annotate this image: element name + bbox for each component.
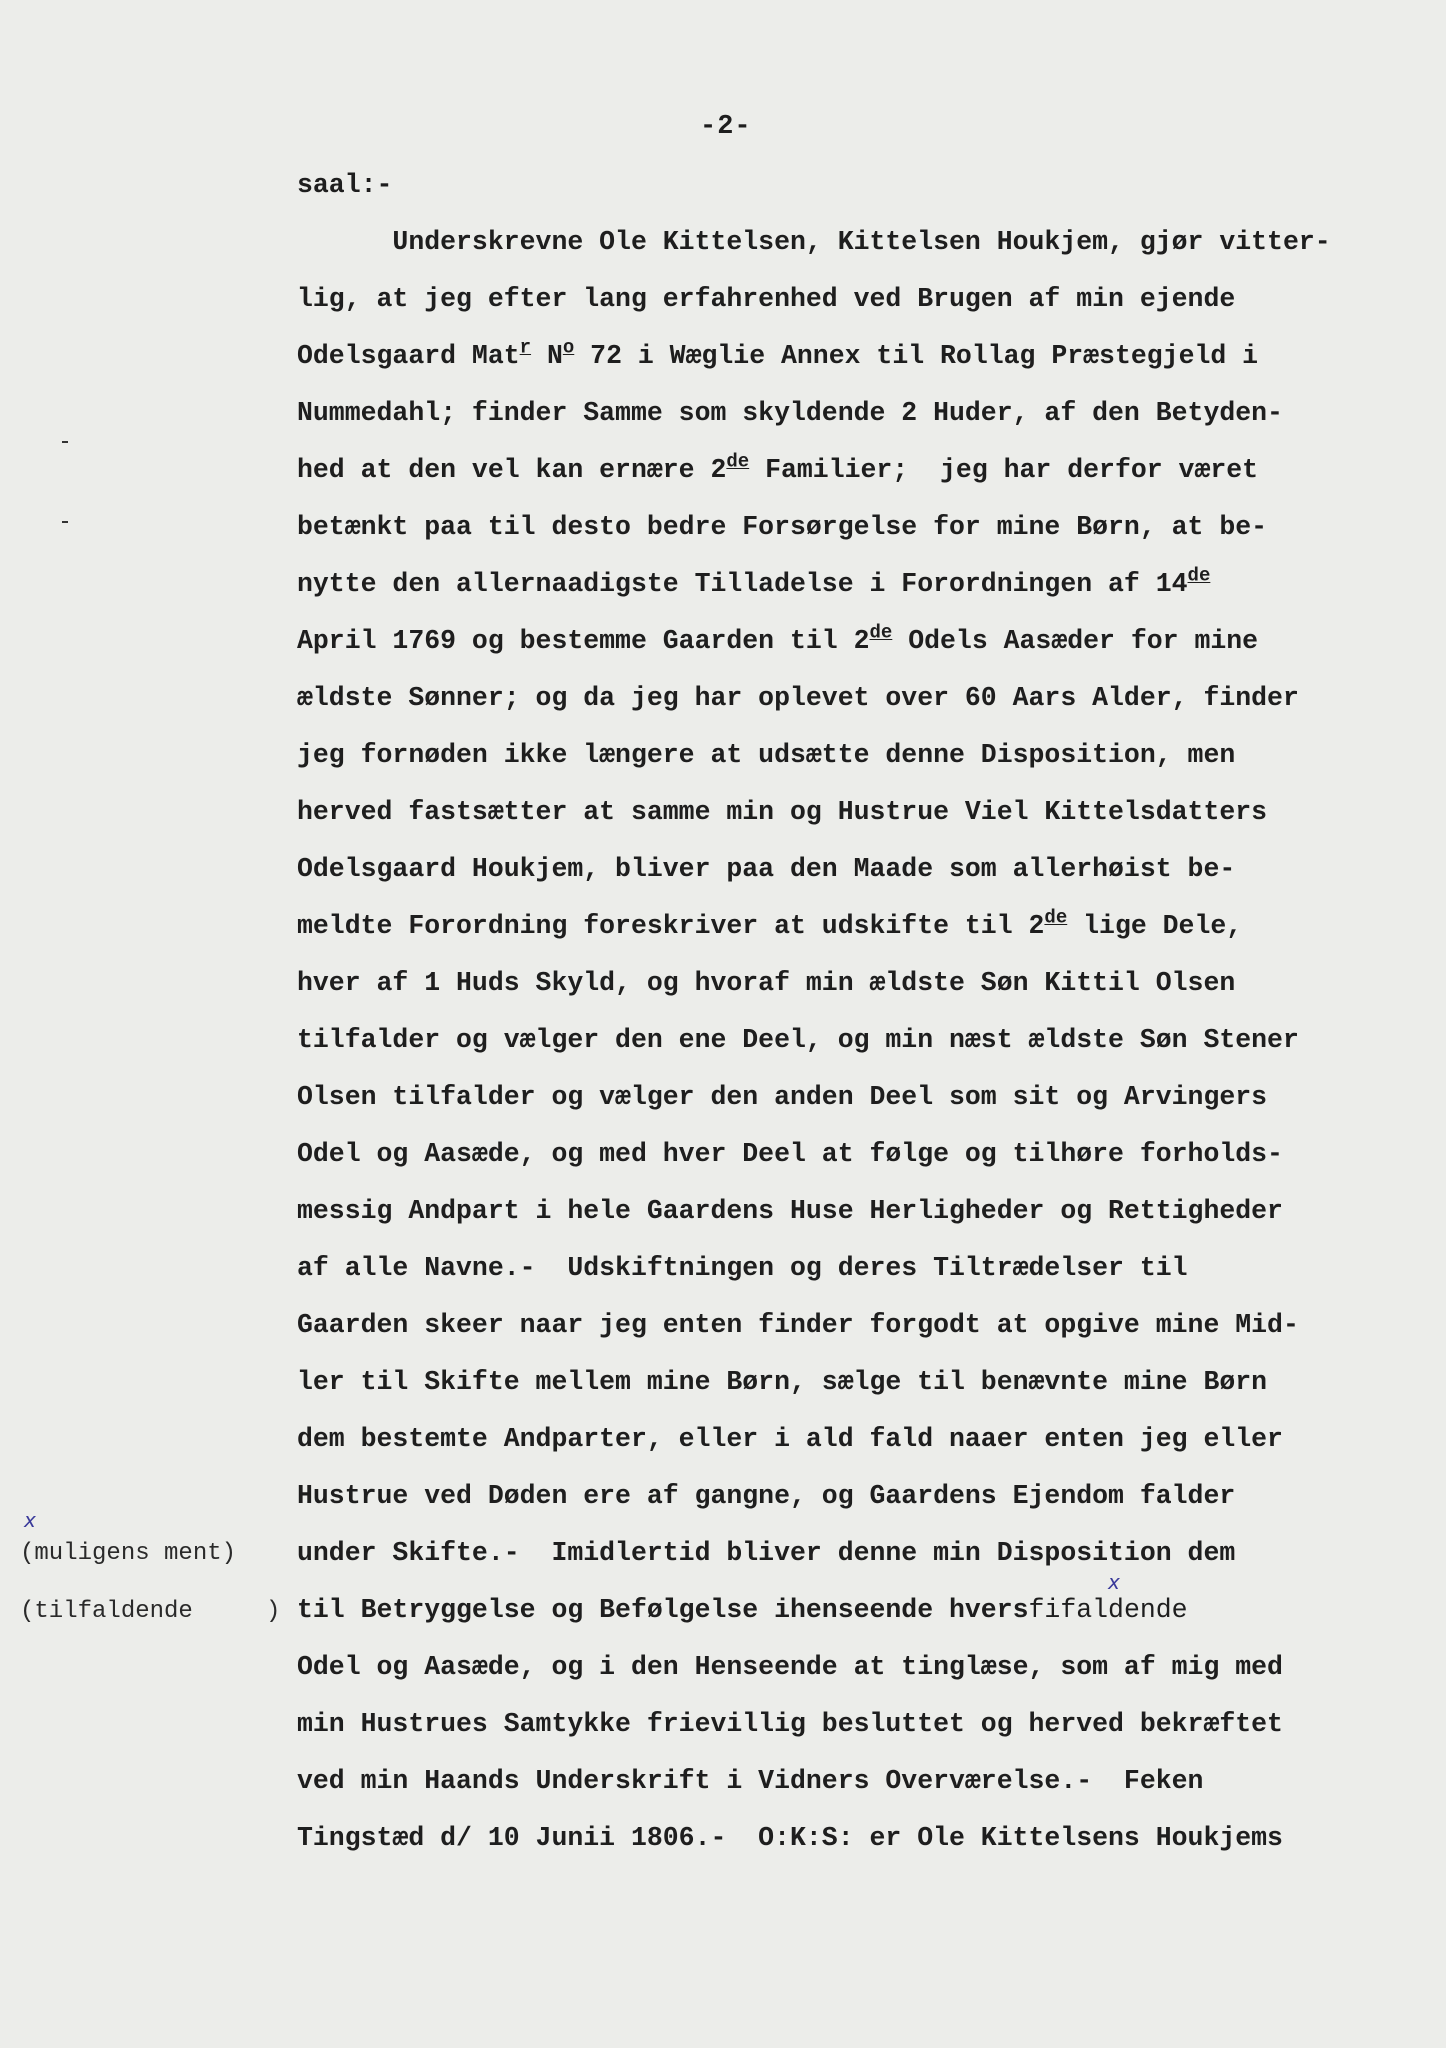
margin-insertion-mark: x xyxy=(24,1508,36,1532)
superscript: o xyxy=(562,336,575,359)
text-fragment: Odels Aasæder for mine xyxy=(892,626,1259,656)
superscript: de xyxy=(869,621,893,644)
text-line: af alle Navne.- Udskiftningen og deres Tiltrædelser til xyxy=(297,1253,1188,1283)
text-fragment: nytte den allernaadigste Tilladelse i Forordningen af 14 xyxy=(297,569,1188,599)
margin-note-line: (tilfaldende xyxy=(20,1598,193,1625)
text-line: ler til Skifte mellem mine Børn, sælge til benævnte mine Børn xyxy=(297,1367,1268,1397)
text-fragment: meldte Forordning foreskriver at udskifte til 2 xyxy=(297,911,1045,941)
text-line xyxy=(297,336,1259,371)
text-fragment: til Betryggelse og Befølgelse ihenseende hvers xyxy=(297,1595,1029,1625)
text-line: betænkt paa til desto bedre Forsørgelse for mine Børn, at be- xyxy=(297,512,1268,542)
text-line xyxy=(297,1597,1188,1624)
text-fragment: Familier; jeg har derfor været xyxy=(749,455,1259,485)
text-line: Gaarden skeer naar jeg enten finder forgodt at opgive mine Mid- xyxy=(297,1310,1299,1340)
text-line: lig, at jeg efter lang erfahrenhed ved Brugen af min ejende xyxy=(297,284,1236,314)
margin-tick xyxy=(62,441,68,443)
text-line xyxy=(297,450,1259,485)
text-fragment: lige Dele, xyxy=(1067,911,1243,941)
text-line: saal:- xyxy=(297,170,393,200)
text-fragment: April 1769 og bestemme Gaarden til 2 xyxy=(297,626,870,656)
superscript: r xyxy=(519,336,532,359)
superscript: de xyxy=(1044,906,1068,929)
text-line: Odelsgaard Houkjem, bliver paa den Maade som allerhøist be- xyxy=(297,854,1236,884)
page-number: -2- xyxy=(700,112,752,142)
insertion-mark: x xyxy=(1108,1570,1120,1594)
superscript: de xyxy=(726,450,750,473)
margin-tick xyxy=(62,521,68,523)
text-line: Olsen tilfalder og vælger den anden Deel som sit og Arvingers xyxy=(297,1082,1268,1112)
margin-note-line: (muligens ment) xyxy=(20,1540,237,1567)
text-line xyxy=(297,621,1259,656)
text-fragment: hed at den vel kan ernære 2 xyxy=(297,455,727,485)
text-line: Odel og Aasæde, og i den Henseende at tinglæse, som af mig med xyxy=(297,1652,1283,1682)
text-line: Hustrue ved Døden ere af gangne, og Gaardens Ejendom falder xyxy=(297,1481,1236,1511)
text-line: ældste Sønner; og da jeg har oplevet over 60 Aars Alder, finder xyxy=(297,683,1299,713)
text-line: under Skifte.- Imidlertid bliver denne min Disposition dem xyxy=(297,1538,1236,1568)
text-fragment: fifaldende xyxy=(1028,1595,1188,1625)
text-line xyxy=(297,906,1243,941)
text-fragment: N xyxy=(531,341,563,371)
text-line xyxy=(297,564,1211,599)
text-line: min Hustrues Samtykke frievillig besluttet og herved bekræftet xyxy=(297,1709,1283,1739)
margin-note-brace: ) xyxy=(266,1598,281,1625)
text-line: Underskrevne Ole Kittelsen, Kittelsen Houkjem, gjør vitter- xyxy=(297,227,1331,257)
text-line: Tingstæd d/ 10 Junii 1806.- O:K:S: er Ole Kittelsens Houkjems xyxy=(297,1823,1283,1853)
text-line: tilfalder og vælger den ene Deel, og min næst ældste Søn Stener xyxy=(297,1025,1299,1055)
text-fragment: Odelsgaard Mat xyxy=(297,341,520,371)
text-line: Nummedahl; finder Samme som skyldende 2 Huder, af den Betyden- xyxy=(297,398,1283,428)
text-line: dem bestemte Andparter, eller i ald fald naaer enten jeg eller xyxy=(297,1424,1283,1454)
text-fragment: 72 i Wæglie Annex til Rollag Præstegjeld i xyxy=(574,341,1259,371)
text-line: messig Andpart i hele Gaardens Huse Herligheder og Rettigheder xyxy=(297,1196,1283,1226)
text-line: jeg fornøden ikke længere at udsætte denne Disposition, men xyxy=(297,740,1236,770)
text-line: herved fastsætter at samme min og Hustrue Viel Kittelsdatters xyxy=(297,797,1268,827)
superscript: de xyxy=(1187,564,1211,587)
text-line: Odel og Aasæde, og med hver Deel at følge og tilhøre forholds- xyxy=(297,1139,1283,1169)
text-line: hver af 1 Huds Skyld, og hvoraf min ældste Søn Kittil Olsen xyxy=(297,968,1236,998)
text-line: ved min Haands Underskrift i Vidners Overværelse.- Feken xyxy=(297,1766,1204,1796)
